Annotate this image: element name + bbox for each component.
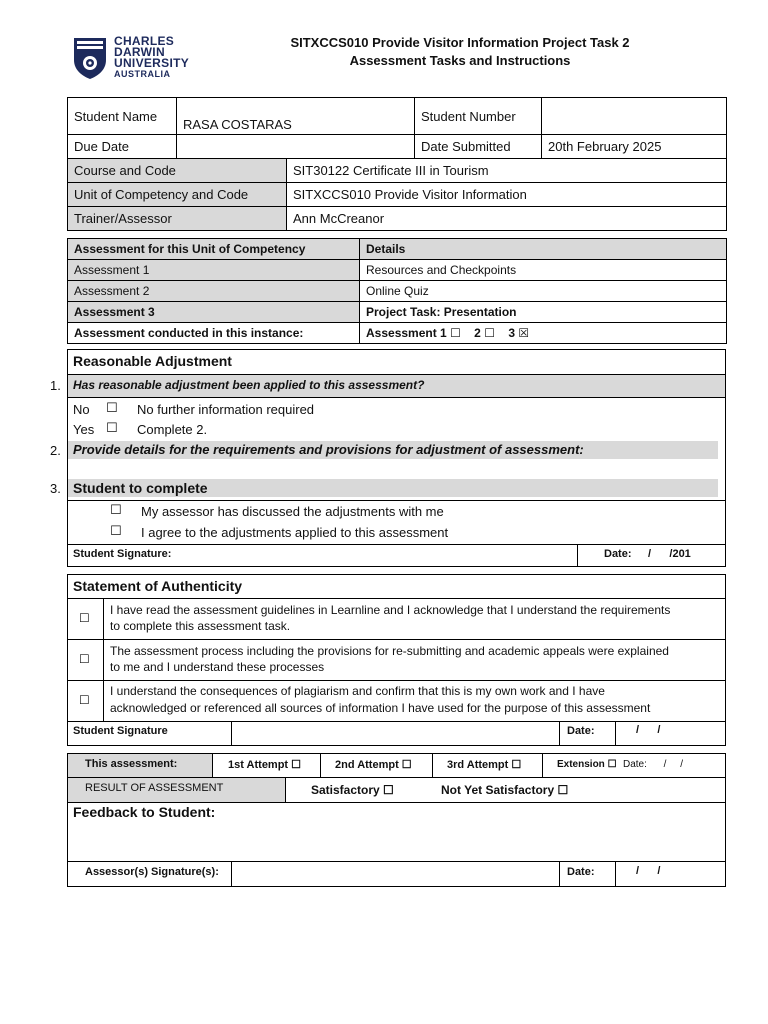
assessor-date-value[interactable]: / / xyxy=(636,865,661,877)
attempt-3[interactable]: 3rd Attempt ☐ xyxy=(447,759,522,771)
assessment-option-2-label: 2 xyxy=(474,326,481,340)
student-name-value[interactable]: RASA COSTARAS xyxy=(177,98,415,135)
assessment-header-left: Assessment for this Unit of Competency xyxy=(68,239,360,260)
reasonable-signature-field[interactable] xyxy=(180,545,576,566)
authenticity-2-line2: to me and I understand these processes xyxy=(110,660,325,674)
reasonable-adjustment-title: Reasonable Adjustment xyxy=(73,353,232,369)
question-1-number: 1. xyxy=(50,378,61,393)
not-yet-satisfactory-option[interactable]: Not Yet Satisfactory ☐ xyxy=(441,783,569,797)
student-number-label: Student Number xyxy=(415,98,542,135)
document-title-line1: SITXCCS010 Provide Visitor Information Project Task 2 xyxy=(290,35,630,50)
course-label: Course and Code xyxy=(68,159,287,183)
authenticity-3-line2: acknowledged or referenced all sources of information I have used for the purpose of this assessment xyxy=(110,701,651,715)
yes-text: Complete 2. xyxy=(137,422,208,437)
reasonable-signature-label: Student Signature: xyxy=(73,548,172,560)
logo-line-australia: AUSTRALIA xyxy=(114,69,171,79)
course-value: SIT30122 Certificate III in Tourism xyxy=(287,159,727,183)
student-name-label: Student Name xyxy=(68,98,177,135)
assessment-option-1-checkbox[interactable]: ☐ xyxy=(450,326,461,340)
assessment-option-1-label: Assessment 1 xyxy=(366,326,447,340)
question-2-number: 2. xyxy=(50,443,61,458)
authenticity-signature-label: Student Signature xyxy=(73,725,168,737)
attempt-1[interactable]: 1st Attempt ☐ xyxy=(228,759,302,771)
assessment-1-detail: Resources and Checkpoints xyxy=(360,260,727,281)
assessor-signature-field[interactable] xyxy=(232,862,558,886)
unit-label: Unit of Competency and Code xyxy=(68,183,287,207)
yes-label: Yes xyxy=(73,422,95,437)
authenticity-3-line1: I understand the consequences of plagiarism and confirm that this is my own work and I have xyxy=(110,684,605,698)
authenticity-title: Statement of Authenticity xyxy=(73,578,243,594)
authenticity-2-line1: The assessment process including the provisions for re-submitting and academic appeals were explained xyxy=(110,644,669,658)
assessment-3-detail: Project Task: Presentation xyxy=(360,302,727,323)
satisfactory-option[interactable]: Satisfactory ☐ xyxy=(311,783,394,797)
no-checkbox[interactable]: ☐ xyxy=(106,401,118,416)
assessor-date-label: Date: xyxy=(567,866,595,878)
authenticity-3-checkbox[interactable]: ☐ xyxy=(79,693,90,707)
logo-line-university: UNIVERSITY xyxy=(114,56,190,70)
assessor-signature-label: Assessor(s) Signature(s): xyxy=(85,866,219,878)
authenticity-2-checkbox[interactable]: ☐ xyxy=(79,652,90,666)
agree-2-checkbox[interactable]: ☐ xyxy=(110,524,122,539)
this-assessment-label: This assessment: xyxy=(85,758,178,770)
assessment-conducted-label: Assessment conducted in this instance: xyxy=(68,323,360,344)
trainer-value: Ann McCreanor xyxy=(287,207,727,231)
date-submitted-value[interactable]: 20th February 2025 xyxy=(542,135,727,159)
question-3-text: Student to complete xyxy=(73,480,208,496)
assessment-2-detail: Online Quiz xyxy=(360,281,727,302)
assessment-option-3-label: 3 xyxy=(508,326,515,340)
assessment-option-2-checkbox[interactable]: ☐ xyxy=(484,326,495,340)
result-of-assessment-label: RESULT OF ASSESSMENT xyxy=(85,782,224,794)
assessment-1-name: Assessment 1 xyxy=(68,260,360,281)
due-date-value[interactable] xyxy=(177,135,415,159)
assessment-option-3-checkbox[interactable]: ☒ xyxy=(518,326,530,340)
assessment-table xyxy=(67,238,727,344)
student-number-value[interactable] xyxy=(542,98,727,135)
agree-2-text: I agree to the adjustments applied to this assessment xyxy=(141,525,449,540)
reasonable-date-label: Date: xyxy=(604,548,632,560)
reasonable-date-value[interactable]: / /201 xyxy=(648,548,691,560)
authenticity-1-line2: to complete this assessment task. xyxy=(110,619,291,633)
extension-date[interactable]: Date: / / xyxy=(623,759,684,770)
logo-line-darwin: DARWIN xyxy=(114,45,165,59)
feedback-field[interactable] xyxy=(68,822,725,860)
student-details-table xyxy=(67,97,727,231)
no-label: No xyxy=(73,402,90,417)
authenticity-date-value[interactable]: / / xyxy=(636,724,661,736)
assessment-3-name: Assessment 3 xyxy=(68,302,360,323)
question-1-text: Has reasonable adjustment been applied to this assessment? xyxy=(73,378,425,392)
document-title-line2: Assessment Tasks and Instructions xyxy=(349,53,571,68)
authenticity-signature-field[interactable] xyxy=(232,722,558,745)
authenticity-1-checkbox[interactable]: ☐ xyxy=(79,611,90,625)
shield-icon xyxy=(72,36,108,80)
trainer-label: Trainer/Assessor xyxy=(68,207,287,231)
unit-value: SITXCCS010 Provide Visitor Information xyxy=(287,183,727,207)
agree-1-checkbox[interactable]: ☐ xyxy=(110,503,122,518)
authenticity-date-label: Date: xyxy=(567,725,595,737)
date-submitted-label: Date Submitted xyxy=(415,135,542,159)
agree-1-text: My assessor has discussed the adjustments with me xyxy=(141,504,444,519)
feedback-label: Feedback to Student: xyxy=(73,804,216,820)
logo-line-charles: CHARLES xyxy=(114,34,175,48)
question-3-number: 3. xyxy=(50,481,61,496)
assessment-2-name: Assessment 2 xyxy=(68,281,360,302)
yes-checkbox[interactable]: ☐ xyxy=(106,421,118,436)
extension-checkbox[interactable]: Extension ☐ xyxy=(557,759,617,770)
due-date-label: Due Date xyxy=(68,135,177,159)
authenticity-1-line1: I have read the assessment guidelines in Learnline and I acknowledge that I understand the requirements xyxy=(110,603,671,617)
question-2-text: Provide details for the requirements and provisions for adjustment of assessment: xyxy=(73,442,584,457)
attempt-2[interactable]: 2nd Attempt ☐ xyxy=(335,759,412,771)
no-text: No further information required xyxy=(137,402,315,417)
assessment-conducted-options xyxy=(360,323,727,344)
university-logo xyxy=(72,36,217,80)
assessment-header-right: Details xyxy=(360,239,727,260)
